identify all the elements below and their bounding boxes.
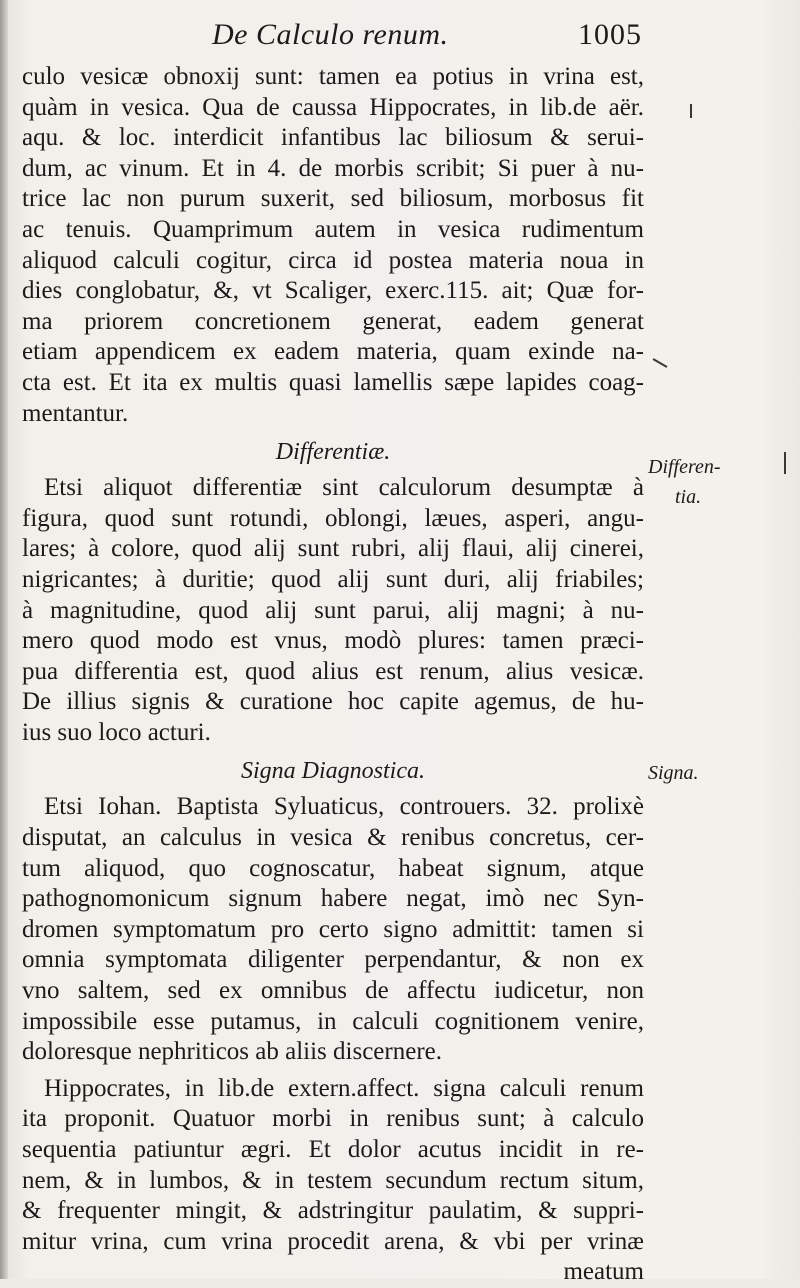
running-head: De Calculo renum. <box>212 18 449 51</box>
text-line: doloresque nephriticos ab aliis discernere. <box>22 1038 442 1066</box>
text-line: ita proponit. Quatuor morbi in renibus sunt; à calculo <box>22 1105 644 1133</box>
margin-note-differentiae-cont: tia. <box>675 486 702 508</box>
ink-speck <box>784 452 786 474</box>
text-line: pathognomonicum signum habere negat, imò nec Syn- <box>22 885 644 913</box>
text-line: nigricantes; à duritie; quod alij sunt duri, alij friabiles; <box>22 565 644 593</box>
text-line: cta est. Et ita ex multis quasi lamellis sæpe lapides coag- <box>22 368 644 396</box>
section-heading-differentiae: Differentiæ. <box>275 439 391 466</box>
text-line: Etsi aliquot differentiæ sint calculorum desumptæ à <box>44 474 644 502</box>
text-line: quàm in vesica. Qua de caussa Hippocrates, in lib.de aër. <box>22 93 644 121</box>
text-line: pua differentia est, quod alius est renum, alius vesicæ. <box>22 657 644 685</box>
text-line: mentantur. <box>22 399 129 427</box>
main-text <box>22 62 644 1288</box>
text-line: Etsi Iohan. Baptista Syluaticus, controuers. 32. prolixè <box>44 793 644 821</box>
page-number: 1005 <box>578 18 642 51</box>
text-line: culo vesicæ obnoxij sunt: tamen ea potius in vrina est, <box>22 63 644 90</box>
text-line: De illius signis & curatione hoc capite agemus, de hu- <box>22 688 644 716</box>
text-line: sequentia patiuntur ægri. Et dolor acutus incidit in re- <box>22 1136 644 1163</box>
text-line: tum aliquod, quo cognoscatur, habeat signum, atque <box>22 854 644 882</box>
margin-note-signa: Signa. <box>648 762 699 784</box>
text-line: disputat, an calculus in vesica & renibus concretus, cer- <box>22 824 644 852</box>
text-line: mero quod modo est vnus, modò plures: tamen præci- <box>22 627 644 655</box>
text-line: ius suo loco acturi. <box>22 718 211 746</box>
text-line: omnia symptomata diligenter perpendantur, & non ex <box>22 946 644 974</box>
text-line: à magnitudine, quod alij sunt parui, alij magni; à nu- <box>22 596 644 624</box>
catchword: meatum <box>563 1258 644 1286</box>
section-heading-signa-diagnostica: Signa Diagnostica. <box>241 758 425 785</box>
text-line: lares; à colore, quod alij sunt rubri, alij flaui, alij cinerei, <box>22 535 644 563</box>
text-line: ma priorem concretionem generat, eadem generat <box>22 307 644 335</box>
text-line: impossibile esse putamus, in calculi cognitionem venire, <box>22 1007 644 1035</box>
text-line: ac tenuis. Quamprimum autem in vesica rudimentum <box>22 215 644 243</box>
ink-speck <box>690 104 692 118</box>
text-line: dum, ac vinum. Et in 4. de morbis scribit; Si puer à nu- <box>22 154 644 182</box>
text-line: aqu. & loc. interdicit infantibus lac biliosum & serui- <box>22 124 644 152</box>
text-line: mitur vrina, cum vrina procedit arena, & vbi per vrinæ <box>22 1227 644 1255</box>
binding-gutter <box>0 0 8 1279</box>
margin-note-differentiae: Differen- <box>648 456 721 478</box>
text-line: figura, quod sunt rotundi, oblongi, læues, asperi, angu- <box>22 504 644 532</box>
text-line: dromen symptomatum pro certo signo admittit: tamen si <box>22 915 644 943</box>
ink-speck <box>653 358 668 368</box>
text-line: etiam appendicem ex eadem materia, quam exinde na- <box>22 338 644 366</box>
text-line: dies conglobatur, &, vt Scaliger, exerc.115. ait; Quæ for- <box>22 277 644 305</box>
text-line: aliquod calculi cogitur, circa id postea materia noua in <box>22 246 644 274</box>
page-header <box>0 14 800 54</box>
text-line: nem, & in lumbos, & in testem secundum rectum situm, <box>22 1166 644 1194</box>
text-line: & frequenter mingit, & adstringitur paulatim, & suppri- <box>22 1197 644 1225</box>
text-line: trice lac non purum suxerit, sed biliosum, morbosus fit <box>22 185 644 213</box>
text-line: vno saltem, sed ex omnibus de affectu iudicetur, non <box>22 977 644 1005</box>
text-line: Hippocrates, in lib.de extern.affect. signa calculi renum <box>44 1074 644 1102</box>
